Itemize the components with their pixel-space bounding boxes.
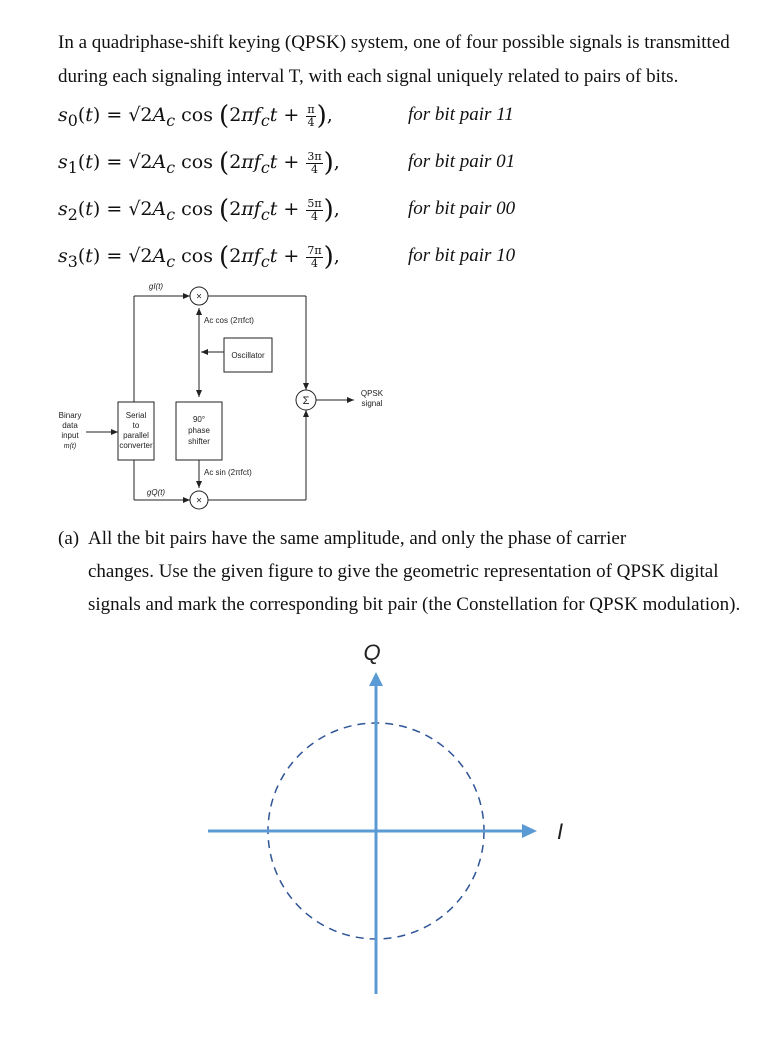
equation-s1: $s_1(t) = √2A_c$ $\cos (2\pi f_ct$ + $\frac{3\pi}{4}$ ), for bit pair 01 (58, 142, 758, 182)
equation-s0: $s_0(t) = √2A_c$ $\cos (2\pi f_ct$ + $\frac{\pi}{4}$ ), for bit pair 11 (58, 95, 758, 135)
cos-carrier-label: Ac cos (2πfct) (204, 316, 254, 325)
sum-icon: Σ (302, 395, 310, 407)
multiply-icon: × (196, 291, 202, 303)
phase-label-1: 90° (192, 415, 206, 424)
phase-label-3: shifter (188, 437, 210, 446)
equation-s2: $s_2(t) = √2A_c$ $\cos (2\pi f_ct$ + $\frac{5\pi}{4}$ ), for bit pair 00 (58, 189, 758, 229)
serial-label-3: parallel (123, 431, 149, 440)
bit-pair-label: for bit pair 01 (408, 151, 516, 172)
input-label-3: input (61, 431, 79, 440)
intro-line-2: during each signaling interval T, with each signal uniquely related to pairs of bits. (58, 66, 679, 87)
input-label-1: Binary (58, 411, 82, 420)
question-label: (a) (58, 528, 80, 549)
input-label-4: m(t) (63, 443, 77, 450)
intro-line-1: In a quadriphase-shift keying (QPSK) system, one of four possible signals is transmitted (58, 32, 730, 53)
q-axis-label: Q (363, 640, 381, 665)
phase-label-2: phase (188, 426, 210, 435)
gq-label: gQ(t) (146, 488, 166, 497)
i-axis-arrowhead (522, 824, 537, 838)
constellation-diagram (190, 632, 590, 1002)
bit-pair-label: for bit pair 11 (408, 104, 514, 125)
multiply-icon: × (196, 495, 202, 507)
question-line-2: changes. Use the given figure to give the geometric representation of QPSK digital (88, 561, 719, 582)
serial-label-4: converter (119, 441, 153, 450)
serial-label-2: to (132, 421, 140, 430)
question-a (58, 522, 778, 621)
question-line-1: All the bit pairs have the same amplitude, and only the phase of carrier (88, 528, 627, 549)
intro-paragraph (58, 26, 768, 94)
input-label-2: data (62, 421, 78, 430)
qpsk-block-diagram (54, 280, 414, 512)
gi-label: gI(t) (148, 282, 164, 291)
output-label-2: signal (361, 399, 383, 408)
sin-carrier-label: Ac sin (2πfct) (204, 468, 252, 477)
equation-s3: $s_3(t) = √2A_c$ $\cos (2\pi f_ct$ + $\frac{7\pi}{4}$ ), for bit pair 10 (58, 236, 758, 276)
bit-pair-label: for bit pair 10 (408, 245, 516, 266)
oscillator-label: Oscillator (231, 351, 265, 360)
serial-label-1: Serial (125, 411, 147, 420)
output-label-1: QPSK (360, 389, 384, 398)
question-line-3: signals and mark the corresponding bit pair (the Constellation for QPSK modulation). (88, 594, 741, 615)
bit-pair-label: for bit pair 00 (408, 198, 516, 219)
q-axis-arrowhead (369, 672, 383, 686)
i-axis-label: I (556, 819, 564, 844)
